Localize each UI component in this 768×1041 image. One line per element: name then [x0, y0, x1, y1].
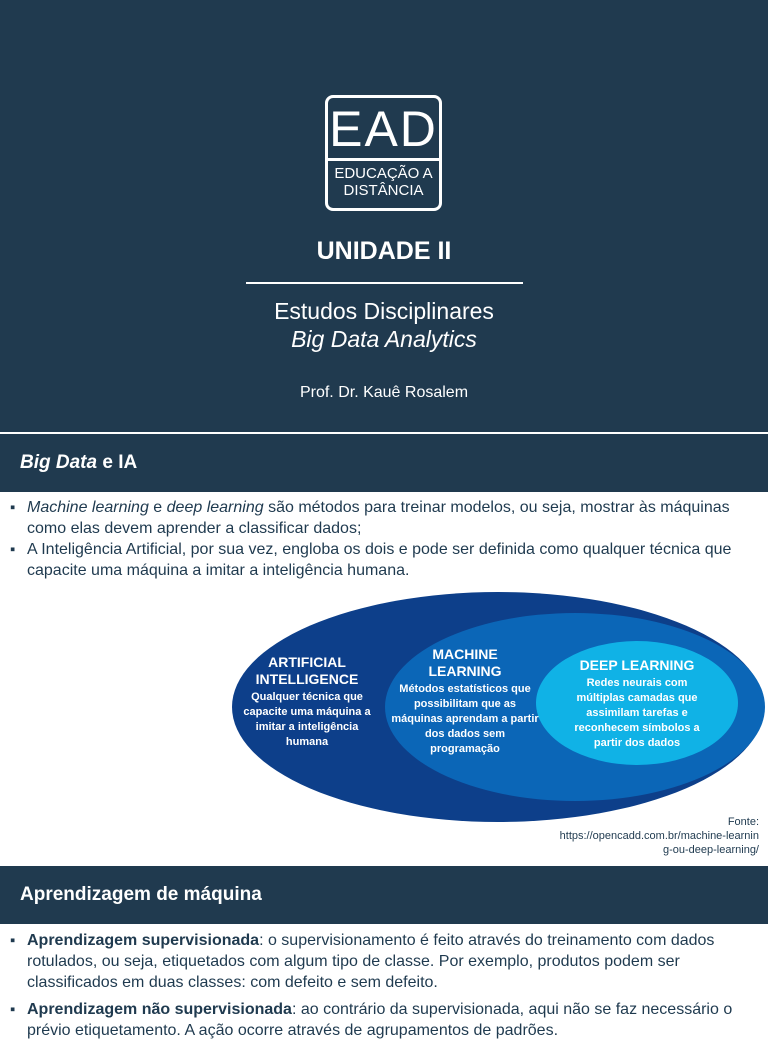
- professor-name: Prof. Dr. Kauê Rosalem: [299, 384, 469, 401]
- logo-subtitle: [328, 165, 439, 199]
- slide-title-machine-learning: Aprendizagem de máquina: [0, 866, 768, 924]
- ml-description: Métodos estatísticos que possibilitam que as máquinas aprendam a partir dos dados sem programação: [391, 683, 539, 755]
- logo-divider: [328, 158, 439, 161]
- logo-line-2: DISTÂNCIA: [343, 182, 424, 199]
- dl-description: Redes neurais com múltiplas camadas que assimilam tarefas e reconhecem símbolos a partir dos dados: [574, 677, 700, 749]
- term-deep-learning: deep learning: [166, 499, 264, 516]
- image-source: [559, 815, 759, 857]
- ml-title: MACHINE LEARNING: [428, 646, 502, 679]
- slide-title-big-data: [0, 434, 768, 492]
- cover-slide: [0, 0, 768, 432]
- logo-title: EAD: [329, 101, 438, 157]
- ai-title: ARTIFICIAL INTELLIGENCE: [255, 654, 359, 687]
- course-name: Estudos Disciplinares: [274, 298, 494, 324]
- bullet-list-1: [10, 497, 760, 581]
- ml-label: [390, 646, 540, 757]
- ai-ml-dl-diagram: [230, 590, 768, 825]
- dl-title: DEEP LEARNING: [579, 657, 695, 673]
- slide-title-rest: e IA: [97, 452, 138, 473]
- source-url[interactable]: https://opencadd.com.br/machine-learning-ou-deep-learning/: [559, 830, 759, 856]
- bullet-item: ▪ Machine learning e deep learning são métodos para treinar modelos, ou seja, mostrar às máquinas como elas devem aprender a classificar dados;: [10, 497, 760, 539]
- source-label: Fonte:: [727, 816, 759, 828]
- term-supervised: Aprendizagem supervisionada: [27, 932, 260, 949]
- cover-divider: [246, 282, 523, 284]
- bullet-item: ▪ Aprendizagem supervisionada: o supervisionamento é feito através do treinamento com dados rotulados, ou seja, etiquetados com algum tipo de classe. Por exemplo, produtos podem ser classificados em duas classes: com defeito e sem defeito.: [10, 930, 760, 993]
- ai-label: [234, 654, 380, 750]
- bullet-item: ▪ Aprendizagem não supervisionada: ao contrário da supervisionada, aqui não se faz necessário o prévio etiquetamento. A ação ocorre através de agrupamentos de padrões.: [10, 999, 760, 1041]
- term-machine-learning: Machine learning: [27, 499, 149, 516]
- slide-title-italic: Big Data: [20, 452, 98, 473]
- term-unsupervised: Aprendizagem não supervisionada: [27, 1001, 292, 1018]
- bullet-item: ▪ A Inteligência Artificial, por sua vez, engloba os dois e pode ser definida como qualquer técnica que capacite uma máquina a imitar a inteligência humana.: [10, 539, 760, 581]
- logo-line-1: EDUCAÇÃO A: [334, 165, 433, 182]
- ai-description: Qualquer técnica que capacite uma máquina a imitar a inteligência humana: [243, 691, 371, 748]
- ead-logo: [325, 95, 442, 211]
- dl-label: [557, 657, 717, 751]
- bullet-list-2: [10, 930, 760, 1041]
- subject-name: Big Data Analytics: [291, 326, 477, 352]
- unit-title: UNIDADE II: [316, 237, 452, 265]
